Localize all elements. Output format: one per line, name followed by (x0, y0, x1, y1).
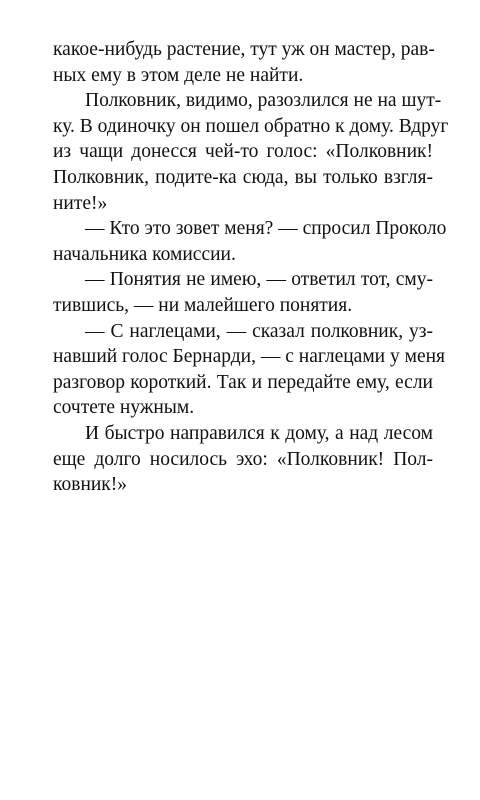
paragraph (53, 37, 433, 88)
text-line: И быстро направился к дому, а над лесом (85, 422, 433, 444)
text-line: начальника комиссии. (53, 243, 236, 265)
text-line: тившись, — ни малейшего понятия. (53, 294, 353, 316)
text-line: Полковник, видимо, разозлился не на шут- (85, 90, 442, 112)
paragraph (53, 88, 449, 216)
text-line: ните!» (53, 192, 108, 214)
paragraph (53, 267, 433, 318)
text-line: навший голос Бернарди, — с наглецами у меня (53, 346, 446, 368)
text-line: из чащи донесся чей-то голос: «Полковник! (53, 141, 433, 163)
text-line: ных ему в этом деле не найти. (53, 64, 304, 86)
text-line: какое-нибудь растение, тут уж он мастер, рав- (53, 39, 435, 60)
text-line: ковник!» (53, 474, 128, 496)
text-line: — Кто это зовет меня? — спросил Проколо (85, 218, 447, 240)
text-line: разговор короткий. Так и передайте ему, если (53, 371, 433, 393)
text-line: Полковник, подите-ка сюда, вы только взгля- (53, 166, 433, 188)
paragraph (53, 216, 447, 267)
paragraph (53, 319, 446, 421)
paragraph (53, 421, 433, 498)
text-line: — Понятия не имею, — ответил тот, сму- (85, 269, 433, 291)
text-line: ку. В одиночку он пошел обратно к дому. Вдруг (53, 115, 449, 137)
book-page-text (53, 37, 449, 498)
text-line: сочтете нужным. (53, 397, 195, 419)
text-line: еще долго носилось эхо: «Полковник! Пол- (53, 448, 433, 470)
text-line: — С наглецами, — сказал полковник, уз- (85, 320, 433, 342)
